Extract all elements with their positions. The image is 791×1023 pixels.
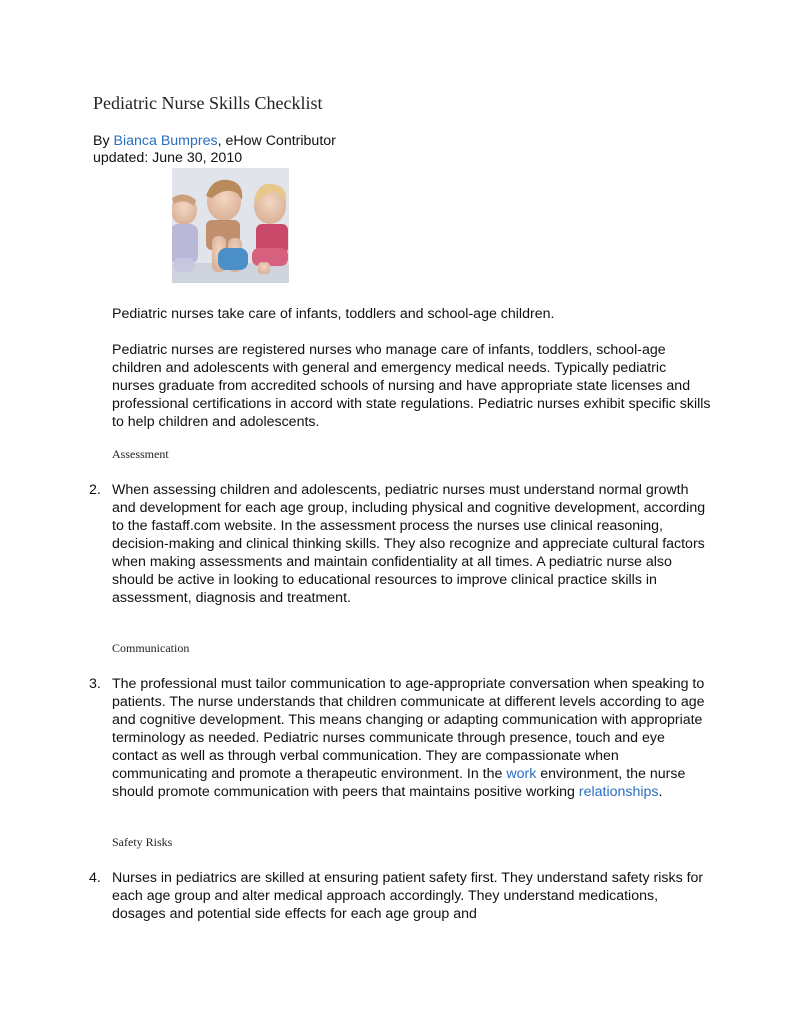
intro-summary: Pediatric nurses take care of infants, toddlers and school-age children. [112, 306, 555, 322]
list-item-number: 2. [89, 482, 101, 498]
text-segment: The professional must tailor communication to age-appropriate conversation when speaking to patients. The nurse understands that children communicate at different levels according to age and cognitive development. This means changing or adapting communication with appropriate terminology as needed. Pediatric nurses communicate through presence, touch and eye contact as well as through verbal communication. They are compassionate when communicating and promote a therapeutic environment. In the [112, 676, 705, 782]
children-photo [172, 168, 289, 283]
article-title: Pediatric Nurse Skills Checklist [93, 93, 323, 113]
list-item-number: 4. [89, 870, 101, 886]
author-link[interactable]: Bianca Bumpres [113, 133, 218, 149]
byline [93, 133, 336, 167]
intro-paragraph: Pediatric nurses are registered nurses who manage care of infants, toddlers, school-age children and adolescents with general and emergency medical needs. Typically pediatric nurses graduate from accredited schools of nursing and have appropriate state licenses and professional certifications in accord with state regulations. Pediatric nurses exhibit specific skills to help children and adolescents. [112, 342, 711, 430]
byline-prefix: By [93, 133, 114, 149]
section-heading-safety-risks: Safety Risks [112, 835, 173, 849]
relationships-link[interactable]: relationships [578, 784, 659, 800]
work-link[interactable]: work [506, 766, 537, 782]
text-segment: environment, the nurse should promote communication with peers that maintains positive working [112, 766, 686, 800]
list-item-communication [89, 675, 709, 801]
children-photo-illustration [172, 168, 289, 283]
list-item-number: 3. [89, 676, 101, 692]
list-item-safety-risks [89, 869, 709, 923]
section-heading-communication: Communication [112, 641, 190, 655]
list-item-text: Nurses in pediatrics are skilled at ensuring patient safety first. They understand safety risks for each age group and alter medical approach accordingly. They understand medications, dosages and potential side effects for each age group and [112, 870, 704, 922]
list-item-text: When assessing children and adolescents, pediatric nurses must understand normal growth and development for each age group, including physical and cognitive development, according to the fastaff.com website. In the assessment process the nurses use clinical reasoning, decision-making and clinical thinking skills. They also recognize and appreciate cultural factors when making assessments and maintain confidentiality at all times. A pediatric nurse also should be active in looking to educational resources to improve clinical practice skills in assessment, diagnosis and treatment. [112, 482, 706, 606]
byline-suffix: , eHow Contributor [217, 133, 336, 149]
author-line [93, 133, 336, 150]
list-item-assessment [89, 481, 709, 607]
text-segment: . [658, 784, 663, 800]
list-item-text [112, 675, 709, 801]
section-heading-assessment: Assessment [112, 447, 169, 461]
updated-date: updated: June 30, 2010 [93, 150, 243, 166]
